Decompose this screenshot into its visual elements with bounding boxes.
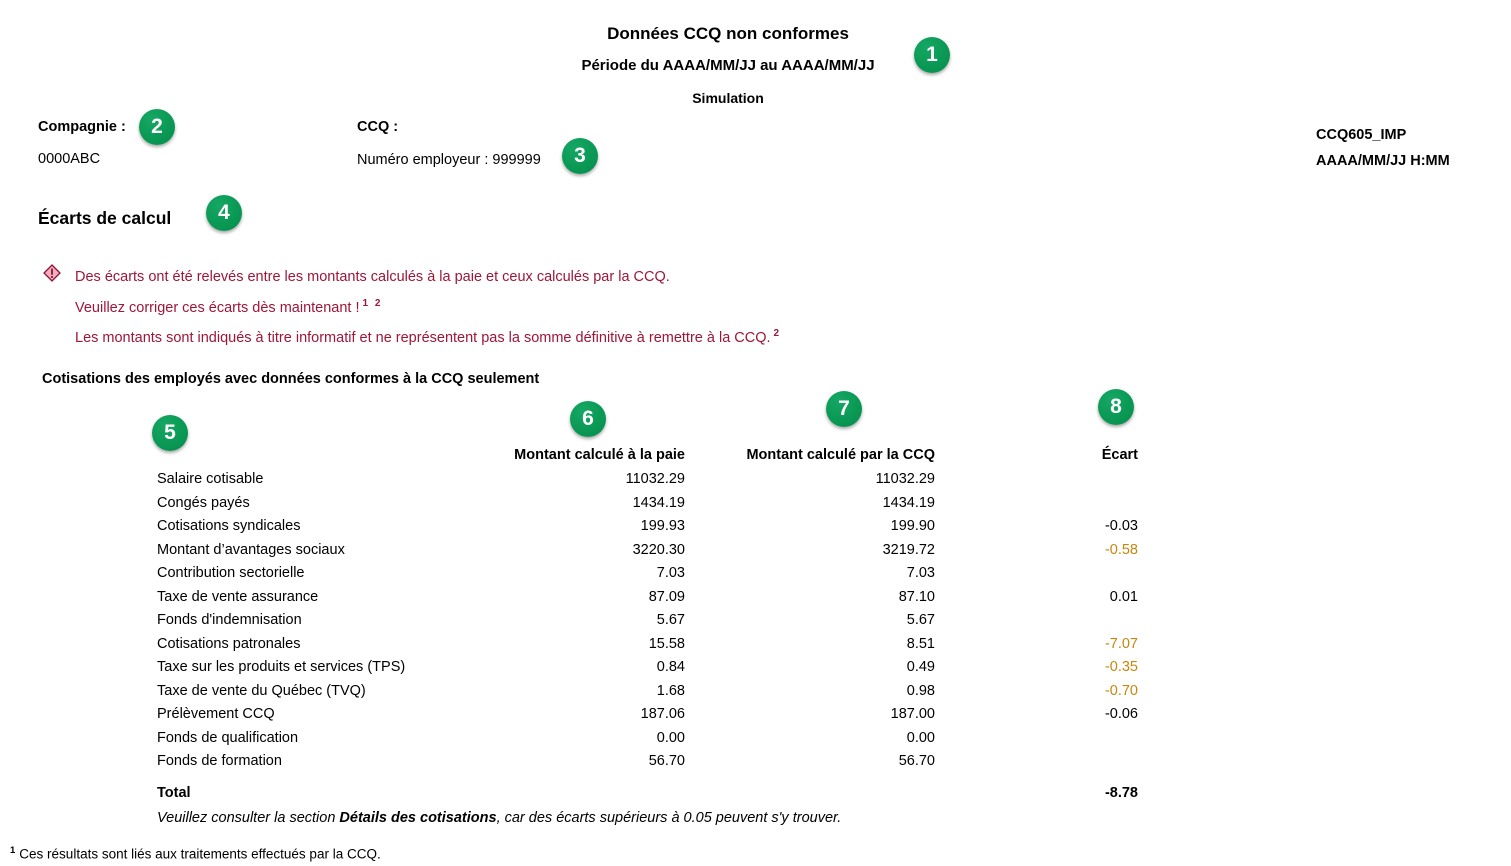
row-label: Taxe de vente assurance bbox=[157, 588, 319, 605]
row-value-ecart: 0.01 bbox=[1109, 588, 1138, 605]
row-value-ccq: 5.67 bbox=[906, 612, 935, 628]
contributions-table-title: Cotisations des employés avec données conformes à la CCQ seulement bbox=[42, 371, 540, 387]
row-value-paie: 0.00 bbox=[656, 729, 685, 746]
row-value-ecart bbox=[935, 727, 1138, 751]
row-value-ecart bbox=[935, 562, 1138, 586]
row-label: Fonds d'indemnisation bbox=[157, 612, 302, 628]
annotation-badge-8: 8 bbox=[1098, 389, 1134, 425]
warning-line: Les montants sont indiqués à titre informatif et ne représentent pas la somme définitive à remettre à la CCQ. $^2$ bbox=[75, 328, 782, 346]
total-ccq bbox=[685, 774, 935, 806]
row-label: Cotisations syndicales bbox=[157, 518, 301, 534]
col-header-empty bbox=[157, 436, 487, 468]
row-value-paie: 11032.29 bbox=[625, 471, 685, 487]
table-row bbox=[157, 680, 1138, 704]
report-datetime: AAAA/MM/JJ H:MM bbox=[1316, 153, 1450, 169]
details-note-prefix: Veuillez consulter la section bbox=[157, 810, 340, 826]
row-value-ccq: 3219.72 bbox=[882, 541, 935, 558]
annotation-badge-6: 6 bbox=[570, 401, 606, 437]
row-value-paie: 3220.30 bbox=[632, 541, 685, 558]
company-value: 0000ABC bbox=[38, 151, 101, 167]
table-row bbox=[157, 586, 1138, 610]
row-value-ccq: 0.98 bbox=[906, 682, 935, 699]
annotation-badge-2: 2 bbox=[139, 109, 175, 145]
company-label: Compagnie : bbox=[38, 119, 126, 135]
row-label: Salaire cotisable bbox=[157, 471, 264, 487]
row-label: Taxe sur les produits et services (TPS) bbox=[157, 659, 406, 675]
warning-line: Des écarts ont été relevés entre les montants calculés à la paie et ceux calculés par la CCQ. bbox=[75, 268, 670, 285]
row-value-ecart: -0.58 bbox=[1104, 541, 1138, 558]
table-row bbox=[157, 633, 1138, 657]
annotation-badge-1: 1 bbox=[914, 37, 950, 73]
total-row bbox=[157, 774, 1138, 806]
row-label: Cotisations patronales bbox=[157, 635, 301, 652]
row-value-ccq: 8.51 bbox=[906, 635, 935, 652]
table-row bbox=[157, 727, 1138, 751]
row-value-ecart bbox=[935, 468, 1138, 492]
col-header-montant-paie: Montant calculé à la paie bbox=[514, 447, 685, 463]
table-row bbox=[157, 539, 1138, 563]
col-header-ecart: Écart bbox=[1101, 447, 1138, 463]
report-mode: Simulation bbox=[692, 90, 764, 106]
row-value-ecart: -0.35 bbox=[1104, 659, 1138, 675]
row-value-paie: 5.67 bbox=[656, 612, 685, 628]
annotation-badge-4: 4 bbox=[206, 195, 242, 231]
row-value-paie: 187.06 bbox=[640, 706, 685, 722]
table-row bbox=[157, 562, 1138, 586]
row-value-ecart: -0.03 bbox=[1104, 518, 1138, 534]
total-paie bbox=[487, 774, 685, 806]
ccq-label: CCQ : bbox=[357, 119, 399, 135]
row-value-paie: 0.84 bbox=[656, 659, 685, 675]
table-header-row bbox=[157, 436, 1138, 468]
annotation-badge-3: 3 bbox=[562, 138, 598, 174]
row-label: Fonds de qualification bbox=[157, 729, 299, 746]
row-value-ccq: 0.49 bbox=[906, 659, 935, 675]
annotation-badge-5: 5 bbox=[152, 415, 188, 451]
col-header-montant-ccq: Montant calculé par la CCQ bbox=[746, 447, 935, 463]
row-label: Taxe de vente du Québec (TVQ) bbox=[157, 682, 366, 699]
contributions-table bbox=[157, 436, 1138, 805]
row-value-paie: 1434.19 bbox=[632, 494, 685, 511]
details-note-suffix: , car des écarts supérieurs à 0.05 peuvent s'y trouver. bbox=[496, 810, 842, 826]
details-note bbox=[157, 810, 841, 826]
footnote-text: Ces résultats sont liés aux traitements effectués par la CCQ. bbox=[19, 846, 381, 862]
total-ecart: -8.78 bbox=[1104, 784, 1138, 801]
table-row bbox=[157, 703, 1138, 727]
table-row bbox=[157, 750, 1138, 774]
table-row bbox=[157, 492, 1138, 516]
row-value-paie: 7.03 bbox=[656, 565, 685, 581]
row-label: Prélèvement CCQ bbox=[157, 706, 275, 722]
row-label: Congés payés bbox=[157, 494, 250, 511]
row-value-ccq: 56.70 bbox=[898, 753, 935, 769]
row-value-paie: 1.68 bbox=[656, 682, 685, 699]
row-value-ccq: 87.10 bbox=[898, 588, 935, 605]
footnote bbox=[10, 845, 381, 862]
row-value-ccq: 1434.19 bbox=[882, 494, 935, 511]
row-label: Fonds de formation bbox=[157, 753, 282, 769]
table-row bbox=[157, 609, 1138, 633]
row-value-paie: 15.58 bbox=[648, 635, 685, 652]
row-value-paie: 199.93 bbox=[640, 518, 685, 534]
section-title-ecarts: Écarts de calcul bbox=[38, 208, 172, 228]
row-value-ecart bbox=[935, 750, 1138, 774]
table-row bbox=[157, 656, 1138, 680]
row-value-ccq: 0.00 bbox=[906, 729, 935, 746]
row-value-ccq: 199.90 bbox=[890, 518, 935, 534]
footnote-sup: 1 bbox=[10, 845, 16, 856]
diamond-exclamation-icon bbox=[43, 264, 61, 282]
report-title: Données CCQ non conformes bbox=[607, 24, 849, 43]
row-value-ecart: -0.06 bbox=[1104, 706, 1138, 722]
row-value-ecart: -0.70 bbox=[1104, 682, 1138, 699]
row-label: Montant d’avantages sociaux bbox=[157, 541, 345, 558]
employer-number: Numéro employeur : 999999 bbox=[357, 152, 541, 168]
row-value-paie: 56.70 bbox=[648, 753, 685, 769]
details-note-bold: Détails des cotisations bbox=[339, 810, 497, 826]
table-row bbox=[157, 515, 1138, 539]
warning-line: Veuillez corriger ces écarts dès maintenant ! $^{1 2}$ bbox=[75, 297, 383, 316]
row-value-ccq: 11032.29 bbox=[875, 471, 935, 487]
report-period: Période du AAAA/MM/JJ au AAAA/MM/JJ bbox=[581, 57, 875, 74]
annotation-badge-7: 7 bbox=[826, 391, 862, 427]
warning-block bbox=[75, 262, 975, 354]
row-value-ecart bbox=[935, 609, 1138, 633]
table-row bbox=[157, 468, 1138, 492]
total-label: Total bbox=[157, 784, 191, 801]
row-value-ecart bbox=[935, 492, 1138, 516]
report-code: CCQ605_IMP bbox=[1316, 127, 1407, 143]
row-label: Contribution sectorielle bbox=[157, 565, 305, 581]
row-value-ccq: 187.00 bbox=[890, 706, 935, 722]
row-value-paie: 87.09 bbox=[648, 588, 685, 605]
row-value-ecart: -7.07 bbox=[1104, 635, 1138, 652]
row-value-ccq: 7.03 bbox=[906, 565, 935, 581]
